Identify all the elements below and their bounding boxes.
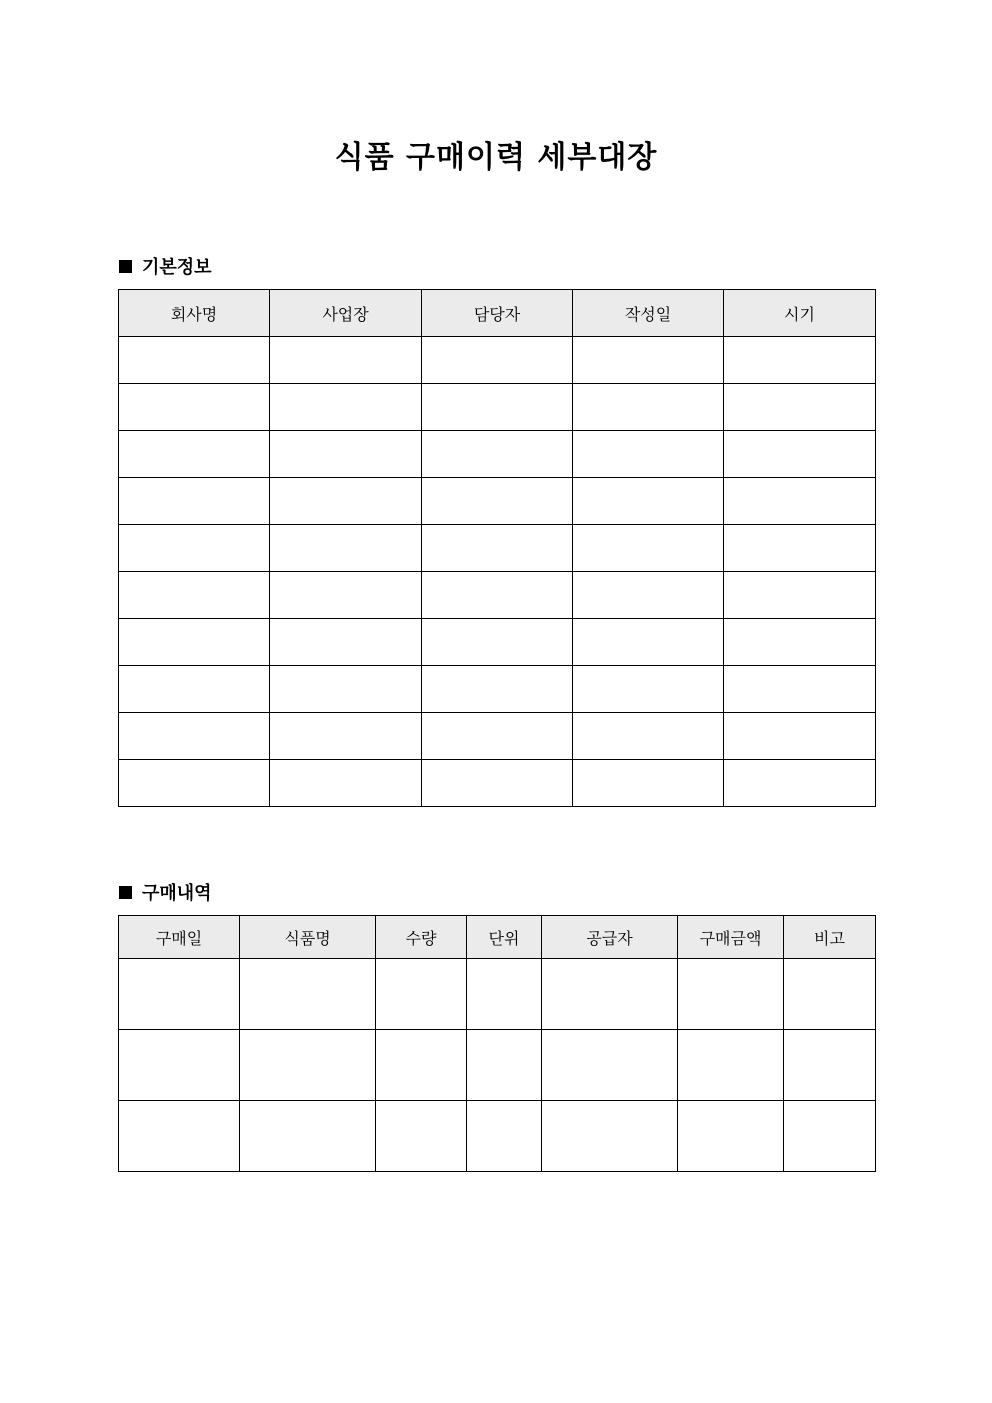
table-cell[interactable] [573, 431, 724, 478]
table-row [119, 713, 876, 760]
col-header-food-name: 식품명 [240, 916, 376, 959]
table-cell[interactable] [573, 337, 724, 384]
table-cell[interactable] [270, 431, 422, 478]
table-cell[interactable] [119, 431, 270, 478]
table-cell[interactable] [542, 959, 678, 1030]
table-cell[interactable] [270, 713, 422, 760]
table-row [119, 1030, 876, 1101]
document-title: 식품 구매이력 세부대장 [334, 140, 658, 175]
purchase-history-body [119, 959, 876, 1172]
col-header-manager: 담당자 [422, 290, 573, 337]
table-cell[interactable] [119, 525, 270, 572]
purchase-header-row [119, 916, 876, 959]
table-row [119, 337, 876, 384]
col-header-purchase-amount: 구매금액 [678, 916, 784, 959]
table-cell[interactable] [270, 478, 422, 525]
basic-info-table [118, 289, 876, 807]
table-cell[interactable] [573, 384, 724, 431]
table-cell[interactable] [119, 337, 270, 384]
table-cell[interactable] [240, 1030, 376, 1101]
table-cell[interactable] [573, 525, 724, 572]
table-cell[interactable] [119, 1030, 240, 1101]
table-cell[interactable] [119, 666, 270, 713]
purchase-history-heading-label: 구매내역 [142, 883, 212, 904]
table-cell[interactable] [724, 760, 876, 807]
table-cell[interactable] [422, 431, 573, 478]
col-header-site: 사업장 [270, 290, 422, 337]
table-cell[interactable] [724, 713, 876, 760]
col-header-date-written: 작성일 [573, 290, 724, 337]
square-bullet-icon [119, 886, 132, 899]
table-cell[interactable] [119, 760, 270, 807]
table-cell[interactable] [119, 713, 270, 760]
table-cell[interactable] [422, 384, 573, 431]
basic-info-header-row [119, 290, 876, 337]
table-cell[interactable] [542, 1030, 678, 1101]
table-cell[interactable] [678, 1101, 784, 1172]
table-row [119, 1101, 876, 1172]
table-cell[interactable] [422, 713, 573, 760]
table-cell[interactable] [573, 478, 724, 525]
table-row [119, 666, 876, 713]
table-cell[interactable] [119, 478, 270, 525]
col-header-supplier: 공급자 [542, 916, 678, 959]
table-cell[interactable] [376, 1030, 467, 1101]
table-cell[interactable] [724, 619, 876, 666]
table-cell[interactable] [240, 1101, 376, 1172]
table-cell[interactable] [678, 1030, 784, 1101]
table-cell[interactable] [422, 619, 573, 666]
table-cell[interactable] [784, 959, 876, 1030]
table-cell[interactable] [724, 337, 876, 384]
table-row [119, 619, 876, 666]
table-cell[interactable] [724, 525, 876, 572]
table-cell[interactable] [724, 478, 876, 525]
table-cell[interactable] [422, 337, 573, 384]
table-row [119, 760, 876, 807]
table-cell[interactable] [573, 619, 724, 666]
table-cell[interactable] [270, 572, 422, 619]
table-cell[interactable] [724, 431, 876, 478]
table-cell[interactable] [376, 959, 467, 1030]
table-cell[interactable] [376, 1101, 467, 1172]
table-cell[interactable] [119, 1101, 240, 1172]
table-cell[interactable] [422, 572, 573, 619]
purchase-history-table [118, 915, 876, 1172]
table-cell[interactable] [573, 572, 724, 619]
table-cell[interactable] [784, 1101, 876, 1172]
basic-info-heading [119, 253, 212, 279]
table-cell[interactable] [724, 384, 876, 431]
table-cell[interactable] [573, 713, 724, 760]
table-cell[interactable] [119, 572, 270, 619]
col-header-quantity: 수량 [376, 916, 467, 959]
table-row [119, 525, 876, 572]
square-bullet-icon [119, 260, 132, 273]
table-cell[interactable] [270, 666, 422, 713]
col-header-company: 회사명 [119, 290, 270, 337]
table-cell[interactable] [119, 959, 240, 1030]
table-cell[interactable] [542, 1101, 678, 1172]
table-cell[interactable] [573, 666, 724, 713]
table-row [119, 572, 876, 619]
table-cell[interactable] [119, 619, 270, 666]
col-header-purchase-date: 구매일 [119, 916, 240, 959]
purchase-history-heading [119, 879, 212, 905]
table-cell[interactable] [724, 666, 876, 713]
table-cell[interactable] [573, 760, 724, 807]
table-cell[interactable] [270, 525, 422, 572]
table-cell[interactable] [467, 1101, 542, 1172]
table-cell[interactable] [422, 525, 573, 572]
basic-info-body [119, 337, 876, 807]
table-cell[interactable] [678, 959, 784, 1030]
table-row [119, 959, 876, 1030]
col-header-period: 시기 [724, 290, 876, 337]
table-cell[interactable] [724, 572, 876, 619]
table-cell[interactable] [240, 959, 376, 1030]
table-cell[interactable] [467, 1030, 542, 1101]
table-cell[interactable] [784, 1030, 876, 1101]
table-cell[interactable] [270, 619, 422, 666]
table-cell[interactable] [119, 384, 270, 431]
col-header-unit: 단위 [467, 916, 542, 959]
table-cell[interactable] [422, 478, 573, 525]
table-cell[interactable] [270, 337, 422, 384]
table-row [119, 478, 876, 525]
table-cell[interactable] [467, 959, 542, 1030]
basic-info-heading-label: 기본정보 [142, 257, 212, 278]
table-cell[interactable] [422, 760, 573, 807]
table-cell[interactable] [270, 384, 422, 431]
table-row [119, 384, 876, 431]
table-cell[interactable] [270, 760, 422, 807]
table-row [119, 431, 876, 478]
col-header-remarks: 비고 [784, 916, 876, 959]
table-cell[interactable] [422, 666, 573, 713]
